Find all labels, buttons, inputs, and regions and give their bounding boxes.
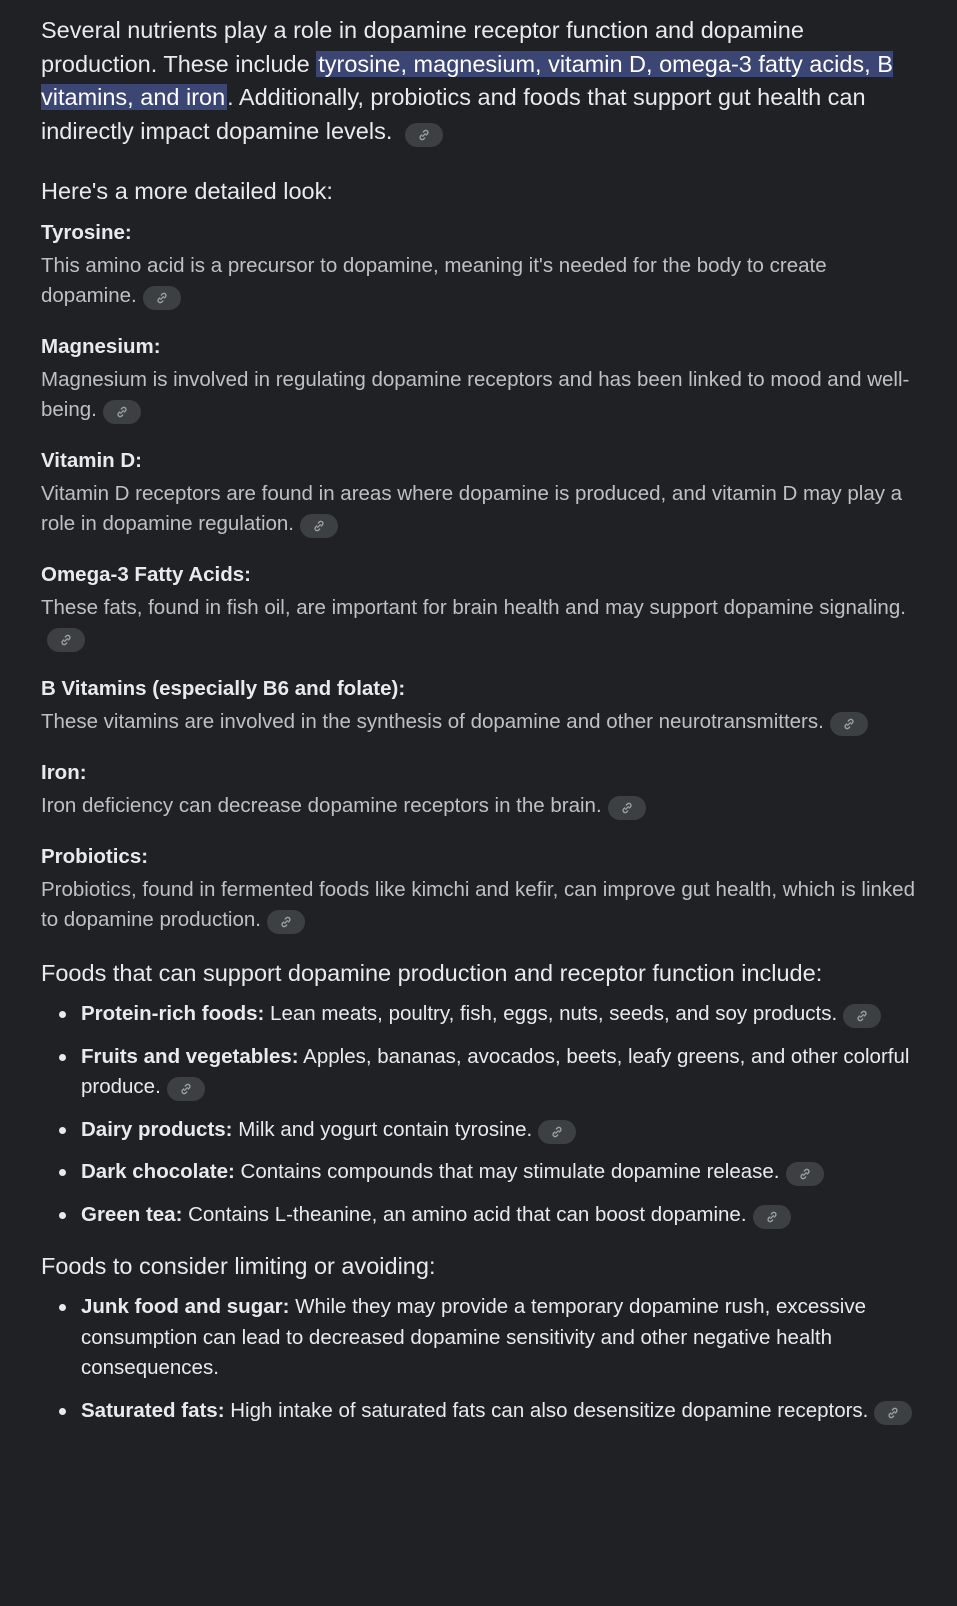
source-link-button[interactable] — [405, 123, 443, 147]
source-link-button[interactable] — [874, 1401, 912, 1425]
nutrient-desc-text: Iron deficiency can decrease dopamine receptors in the brain. — [41, 794, 602, 817]
nutrient-desc — [41, 479, 921, 539]
nutrient-item — [41, 675, 921, 737]
link-icon — [765, 1210, 779, 1224]
food-text: While they may provide a temporary dopamine rush, excessive consumption can lead to decreased dopamine sensitivity and other negative health consequences. — [81, 1295, 866, 1379]
nutrient-title: Probiotics: — [41, 845, 149, 868]
source-link-button[interactable] — [538, 1120, 576, 1144]
intro-text-after: . Additionally, probiotics and foods that support gut health can indirectly impact dopamine levels. — [41, 84, 866, 144]
nutrient-item — [41, 333, 921, 425]
intro-text-before: Several nutrients play a role in dopamine receptor function and dopamine production. These include — [41, 17, 804, 77]
nutrient-desc-text: These vitamins are involved in the synthesis of dopamine and other neurotransmitters. — [41, 710, 824, 733]
intro-highlight[interactable]: tyrosine, magnesium, vitamin D, omega-3 fatty acids, B vitamins, and iron — [41, 50, 893, 110]
link-icon — [417, 128, 431, 142]
source-link-button[interactable] — [830, 712, 868, 736]
link-icon — [59, 633, 73, 647]
source-link-button[interactable] — [167, 1077, 205, 1101]
food-text: Lean meats, poultry, fish, eggs, nuts, seeds, and soy products. — [264, 1002, 838, 1025]
source-link-button[interactable] — [300, 514, 338, 538]
nutrient-title: B Vitamins (especially B6 and folate): — [41, 677, 406, 700]
link-icon — [798, 1167, 812, 1181]
link-icon — [620, 801, 634, 815]
nutrient-item — [41, 219, 921, 311]
food-text: Contains compounds that may stimulate dopamine release. — [234, 1160, 780, 1183]
source-link-button[interactable] — [47, 628, 85, 652]
food-label: Junk food and sugar: — [81, 1295, 290, 1318]
list-item — [81, 1200, 921, 1231]
food-text: High intake of saturated fats can also desensitize dopamine receptors. — [224, 1398, 869, 1422]
food-label: Protein-rich foods: — [81, 1002, 265, 1025]
food-label: Dairy products: — [81, 1117, 233, 1141]
source-link-button[interactable] — [608, 796, 646, 820]
nutrient-desc — [41, 875, 921, 935]
list-item — [81, 1396, 921, 1427]
nutrient-item — [41, 843, 921, 935]
limit-foods-heading: Foods to consider limiting or avoiding: — [41, 1253, 436, 1279]
nutrient-desc-text: Probiotics, found in fermented foods like kimchi and kefir, can improve gut health, which is linked to dopamine production. — [41, 878, 915, 931]
list-item — [81, 1157, 921, 1188]
nutrient-title: Magnesium: — [41, 335, 161, 358]
support-foods-heading: Foods that can support dopamine production and receptor function include: — [41, 960, 823, 986]
source-link-button[interactable] — [267, 910, 305, 934]
nutrient-title: Omega-3 Fatty Acids: — [41, 563, 251, 586]
nutrient-desc — [41, 791, 921, 821]
nutrient-desc-text: Vitamin D receptors are found in areas where dopamine is produced, and vitamin D may play a role in dopamine regulation. — [41, 482, 903, 535]
nutrient-item — [41, 447, 921, 539]
nutrient-desc-text: These fats, found in fish oil, are important for brain health and may support dopamine signaling. — [41, 596, 906, 619]
source-link-button[interactable] — [103, 400, 141, 424]
nutrient-desc — [41, 707, 921, 737]
nutrient-desc — [41, 251, 921, 311]
food-label: Saturated fats: — [81, 1398, 225, 1422]
support-foods-list — [41, 999, 921, 1230]
link-icon — [279, 915, 293, 929]
limit-foods-list — [41, 1292, 921, 1426]
food-label: Green tea: — [81, 1202, 183, 1226]
nutrient-item — [41, 759, 921, 821]
list-item — [81, 1042, 921, 1103]
link-icon — [312, 519, 326, 533]
link-icon — [842, 717, 856, 731]
nutrient-desc-text: This amino acid is a precursor to dopamine, meaning it's needed for the body to create dopamine. — [41, 254, 827, 307]
source-link-button[interactable] — [843, 1004, 881, 1028]
food-text: Milk and yogurt contain tyrosine. — [232, 1117, 533, 1141]
source-link-button[interactable] — [786, 1162, 824, 1186]
nutrient-desc-text: Magnesium is involved in regulating dopamine receptors and has been linked to mood and well-being. — [41, 368, 910, 421]
nutrient-title: Vitamin D: — [41, 449, 142, 472]
link-icon — [550, 1125, 564, 1139]
food-text: Contains L-theanine, an amino acid that can boost dopamine. — [182, 1202, 747, 1226]
intro-paragraph — [41, 14, 921, 148]
food-text: Apples, bananas, avocados, beets, leafy greens, and other colorful produce. — [81, 1044, 910, 1098]
detail-heading: Here's a more detailed look: — [41, 178, 333, 204]
link-icon — [155, 291, 169, 305]
list-item — [81, 1115, 921, 1146]
nutrient-list — [41, 219, 921, 935]
food-label: Fruits and vegetables: — [81, 1044, 299, 1068]
nutrient-desc — [41, 593, 921, 653]
source-link-button[interactable] — [753, 1205, 791, 1229]
link-icon — [886, 1406, 900, 1420]
list-item — [81, 1292, 921, 1384]
nutrient-title: Iron: — [41, 761, 87, 784]
nutrient-title: Tyrosine: — [41, 221, 132, 244]
link-icon — [855, 1009, 869, 1023]
list-item — [81, 999, 921, 1030]
source-link-button[interactable] — [143, 286, 181, 310]
nutrient-item — [41, 561, 921, 653]
nutrient-desc — [41, 365, 921, 425]
link-icon — [115, 405, 129, 419]
link-icon — [179, 1082, 193, 1096]
food-label: Dark chocolate: — [81, 1160, 235, 1183]
